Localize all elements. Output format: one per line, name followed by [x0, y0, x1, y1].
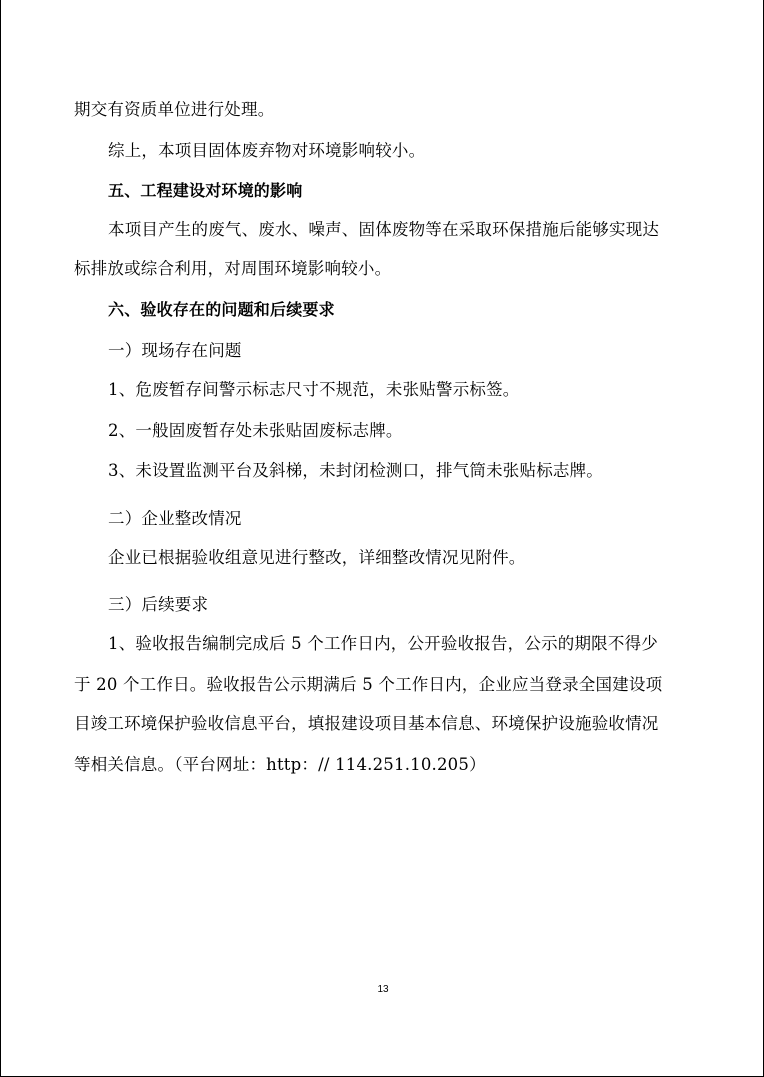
subsection-heading: 一）现场存在问题	[108, 341, 242, 360]
text-line: 企业已根据验收组意见进行整改，详细整改情况见附件。	[108, 548, 526, 567]
text-line: 于 20 个工作日。验收报告公示期满后 5 个工作日内，企业应当登录全国建设项	[74, 675, 663, 694]
section-heading: 六、验收存在的问题和后续要求	[108, 300, 335, 319]
text-line: 本项目产生的废气、废水、噪声、固体废物等在采取环保措施后能够实现达	[108, 220, 660, 239]
text-line: 标排放或综合利用，对周围环境影响较小。	[74, 259, 392, 278]
text-line: 期交有资质单位进行处理。	[74, 100, 275, 119]
list-item: 1、危废暂存间警示标志尺寸不规范，未张贴警示标签。	[108, 380, 520, 399]
text-line: 目竣工环境保护验收信息平台，填报建设项目基本信息、环境保护设施验收情况	[74, 714, 659, 733]
text-line: 等相关信息。（平台网址：http：// 114.251.10.205）	[74, 755, 486, 774]
list-item: 3、未设置监测平台及斜梯，未封闭检测口，排气筒未张贴标志牌。	[108, 461, 603, 480]
subsection-heading: 二）企业整改情况	[108, 509, 242, 528]
list-item: 1、验收报告编制完成后 5 个工作日内，公开验收报告，公示的期限不得少	[108, 634, 658, 653]
page-number: 13	[377, 984, 389, 995]
section-heading: 五、工程建设对环境的影响	[108, 181, 303, 200]
subsection-heading: 三）后续要求	[108, 595, 209, 614]
list-item: 2、一般固废暂存处未张贴固废标志牌。	[108, 421, 403, 440]
text-line: 综上，本项目固体废弃物对环境影响较小。	[108, 141, 426, 160]
